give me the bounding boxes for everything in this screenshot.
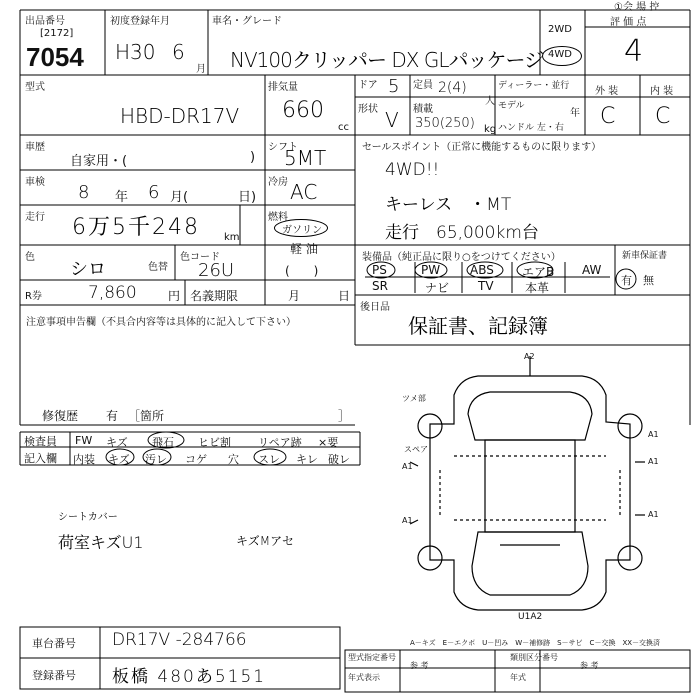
- name-label: 車名・グレード: [212, 16, 282, 27]
- displacement-value: 660: [282, 98, 324, 123]
- color-value: シロ: [70, 259, 106, 280]
- displacement-unit: cc: [338, 122, 349, 133]
- lot-sub: [2172]: [40, 28, 74, 39]
- diagram-label-rear: U1A2: [518, 612, 543, 622]
- check-interior: 内装: [73, 453, 95, 466]
- damage-legend: A－キズ E－エクボ U－凹み W－補修跡 S－サビ C－交換 XX－交換済: [410, 639, 661, 647]
- check-ana: 穴: [228, 453, 239, 466]
- equip-aw: AW: [582, 263, 602, 277]
- recycle-unit: 円: [168, 289, 181, 303]
- tax-label: 名義期限: [190, 289, 239, 303]
- diagram-label-a1-left2: A1: [402, 516, 413, 525]
- doors-label: ドア: [358, 80, 378, 91]
- diagram-label-claw: ツメ部: [402, 394, 426, 403]
- fuel-gas: ガソリン: [282, 225, 322, 236]
- mileage-unit: km: [224, 232, 240, 243]
- equip-sr: SR: [372, 279, 388, 293]
- grade-label: 評 価 点: [610, 17, 647, 28]
- diagram-label-front: A2: [524, 352, 535, 361]
- diagram-label-a1-right2: A1: [648, 510, 659, 519]
- repair-value: 有: [106, 409, 119, 423]
- docs-label: 後日品: [360, 302, 390, 313]
- displacement-label: 排気量: [268, 82, 298, 93]
- category-label: 類別区分番号: [510, 653, 558, 662]
- equip-leather: 本革: [525, 281, 550, 295]
- lot-label: 出品番号: [25, 16, 65, 27]
- history-close: ): [250, 150, 256, 165]
- first-reg-year: H30: [115, 40, 156, 64]
- equip-airbag: エアB: [522, 265, 555, 279]
- exterior-value: C: [600, 104, 616, 129]
- inspection-month: 6: [148, 182, 160, 203]
- shift-value: 5MT: [284, 146, 327, 170]
- ref-label: 参 考: [410, 661, 429, 670]
- reg-year-label: 年式表示: [348, 673, 380, 682]
- remark-cargo-scratch: 荷室キズU1: [58, 533, 144, 552]
- warranty-yes: 有: [621, 274, 632, 287]
- entry-label: 記入欄: [24, 452, 57, 465]
- color-code-value: 26U: [198, 260, 235, 281]
- diagram-label-a1-right: A1: [648, 457, 659, 466]
- equip-ps: PS: [372, 263, 387, 277]
- remark-scratch: キズMアセ: [236, 534, 294, 548]
- color-code-label: 色コード: [180, 252, 220, 263]
- lot-number: 7054: [26, 42, 84, 72]
- reg-label: 登録番号: [32, 669, 76, 682]
- check-tobiishi: 飛石: [152, 436, 174, 449]
- check-repair: リペア跡: [258, 436, 302, 449]
- ac-label: 冷房: [268, 177, 288, 188]
- first-reg-label: 初度登録年月: [110, 16, 170, 27]
- model-label: 型式: [25, 82, 45, 93]
- shape-value: V: [385, 108, 399, 132]
- ref-label-2: 参 考: [580, 661, 599, 670]
- check-kizu2: キズ: [108, 453, 130, 466]
- docs-value: 保証書、記録簿: [408, 314, 548, 338]
- capacity-label: 定員: [413, 80, 433, 91]
- check-fw: FW: [75, 434, 93, 447]
- diagram-label-a1-left: A1: [402, 462, 413, 471]
- capacity-unit: 人: [485, 96, 495, 107]
- model-year-label: モデル: [498, 101, 525, 111]
- inspection-year-unit: 年: [115, 190, 129, 205]
- exterior-label: 外 装: [595, 86, 619, 97]
- first-reg-month-unit: 月: [196, 64, 206, 75]
- drive-2wd: 2WD: [548, 24, 572, 35]
- name-value: NV100クリッパー DX GLパッケージ: [230, 48, 544, 72]
- warranty-label: 新車保証書: [622, 251, 668, 261]
- check-sure: スレ: [258, 453, 280, 466]
- top-right-label: ①会 場 控: [614, 2, 660, 13]
- recycle-value: 7,860: [88, 283, 137, 303]
- mileage-value: 6万5千248: [72, 215, 200, 240]
- repair-close: ］: [338, 409, 351, 423]
- tax-month: 月: [288, 289, 301, 303]
- check-koge: コゲ: [185, 453, 207, 466]
- grade-value: 4: [624, 34, 644, 69]
- inspection-day-unit: 日): [238, 190, 257, 205]
- reg-year-label-2: 年式: [510, 673, 526, 682]
- dealer-label: ディーラー・並行: [498, 81, 570, 91]
- repair-place: ［箇所: [128, 409, 165, 423]
- inspection-month-unit: 月(: [170, 190, 189, 205]
- sales-point-3: 走行 65,000km台: [385, 223, 539, 243]
- interior-value: C: [655, 104, 671, 129]
- recycle-label: R券: [25, 291, 42, 302]
- inspector-label: 検査員: [24, 435, 57, 448]
- shift-label: シフト: [268, 142, 298, 153]
- warranty-no: 無: [643, 274, 654, 287]
- equip-pw: PW: [421, 263, 441, 277]
- remark-seat-cover: シートカバー: [58, 512, 118, 523]
- check-yogore: 汚レ: [145, 453, 167, 466]
- equip-navi: ナビ: [425, 281, 450, 295]
- sales-point-1: 4WD!!: [385, 160, 440, 180]
- sales-point-2: キーレス ・MT: [385, 195, 512, 215]
- mileage-label: 走行: [25, 212, 45, 223]
- first-reg-month: 6: [172, 40, 185, 64]
- fuel-label: 燃料: [268, 212, 288, 223]
- check-hibiware: ヒビ割: [198, 436, 231, 449]
- repair-label: 修復歴: [42, 409, 79, 423]
- sales-point-label: セールスポイント（正常に機能するものに限ります）: [362, 142, 602, 153]
- drive-4wd: 4WD: [548, 49, 572, 60]
- doors-value: 5: [388, 76, 400, 97]
- model-value: HBD-DR17V: [120, 104, 240, 128]
- check-yabure: 破レ: [328, 453, 350, 466]
- type-spec-label: 型式指定番号: [348, 653, 396, 662]
- reg-value: 板橋 480あ5151: [112, 667, 267, 687]
- model-year-unit: 年: [570, 108, 580, 119]
- color-change-label: 色替: [148, 262, 168, 273]
- equip-tv: TV: [478, 279, 494, 293]
- chassis-label: 車台番号: [32, 637, 76, 650]
- load-unit: kg: [484, 124, 497, 135]
- diagram-label-a1-right3: A1: [648, 430, 659, 439]
- fuel-other: ( ): [285, 264, 319, 278]
- inspection-year: 8: [78, 182, 90, 203]
- inspection-label: 車検: [25, 177, 45, 188]
- equipment-label: 装備品（純正品に限り○をつけてください）: [362, 252, 561, 263]
- equip-abs: ABS: [470, 263, 494, 277]
- fuel-diesel: 軽 油: [290, 242, 318, 256]
- load-value: 350(250): [415, 116, 475, 131]
- shape-label: 形状: [358, 104, 378, 115]
- history-label: 車歴: [25, 142, 45, 153]
- color-label: 色: [25, 252, 35, 263]
- handle-label: ハンドル 左・右: [498, 123, 564, 133]
- tax-day: 日: [338, 289, 351, 303]
- check-need: ×要: [318, 436, 339, 449]
- chassis-value: DR17V -284766: [112, 630, 247, 650]
- check-kizu: キズ: [106, 436, 128, 449]
- history-value: 自家用・(: [70, 154, 128, 169]
- load-label: 積載: [413, 104, 433, 115]
- interior-label: 内 装: [650, 86, 674, 97]
- check-kire: キレ: [296, 453, 318, 466]
- capacity-value: 2(4): [438, 80, 467, 96]
- notes-label: 注意事項申告欄（不具合内容等は具体的に記入して下さい）: [26, 317, 296, 328]
- ac-value: AC: [290, 180, 318, 204]
- diagram-label-spare: スペア: [404, 445, 428, 454]
